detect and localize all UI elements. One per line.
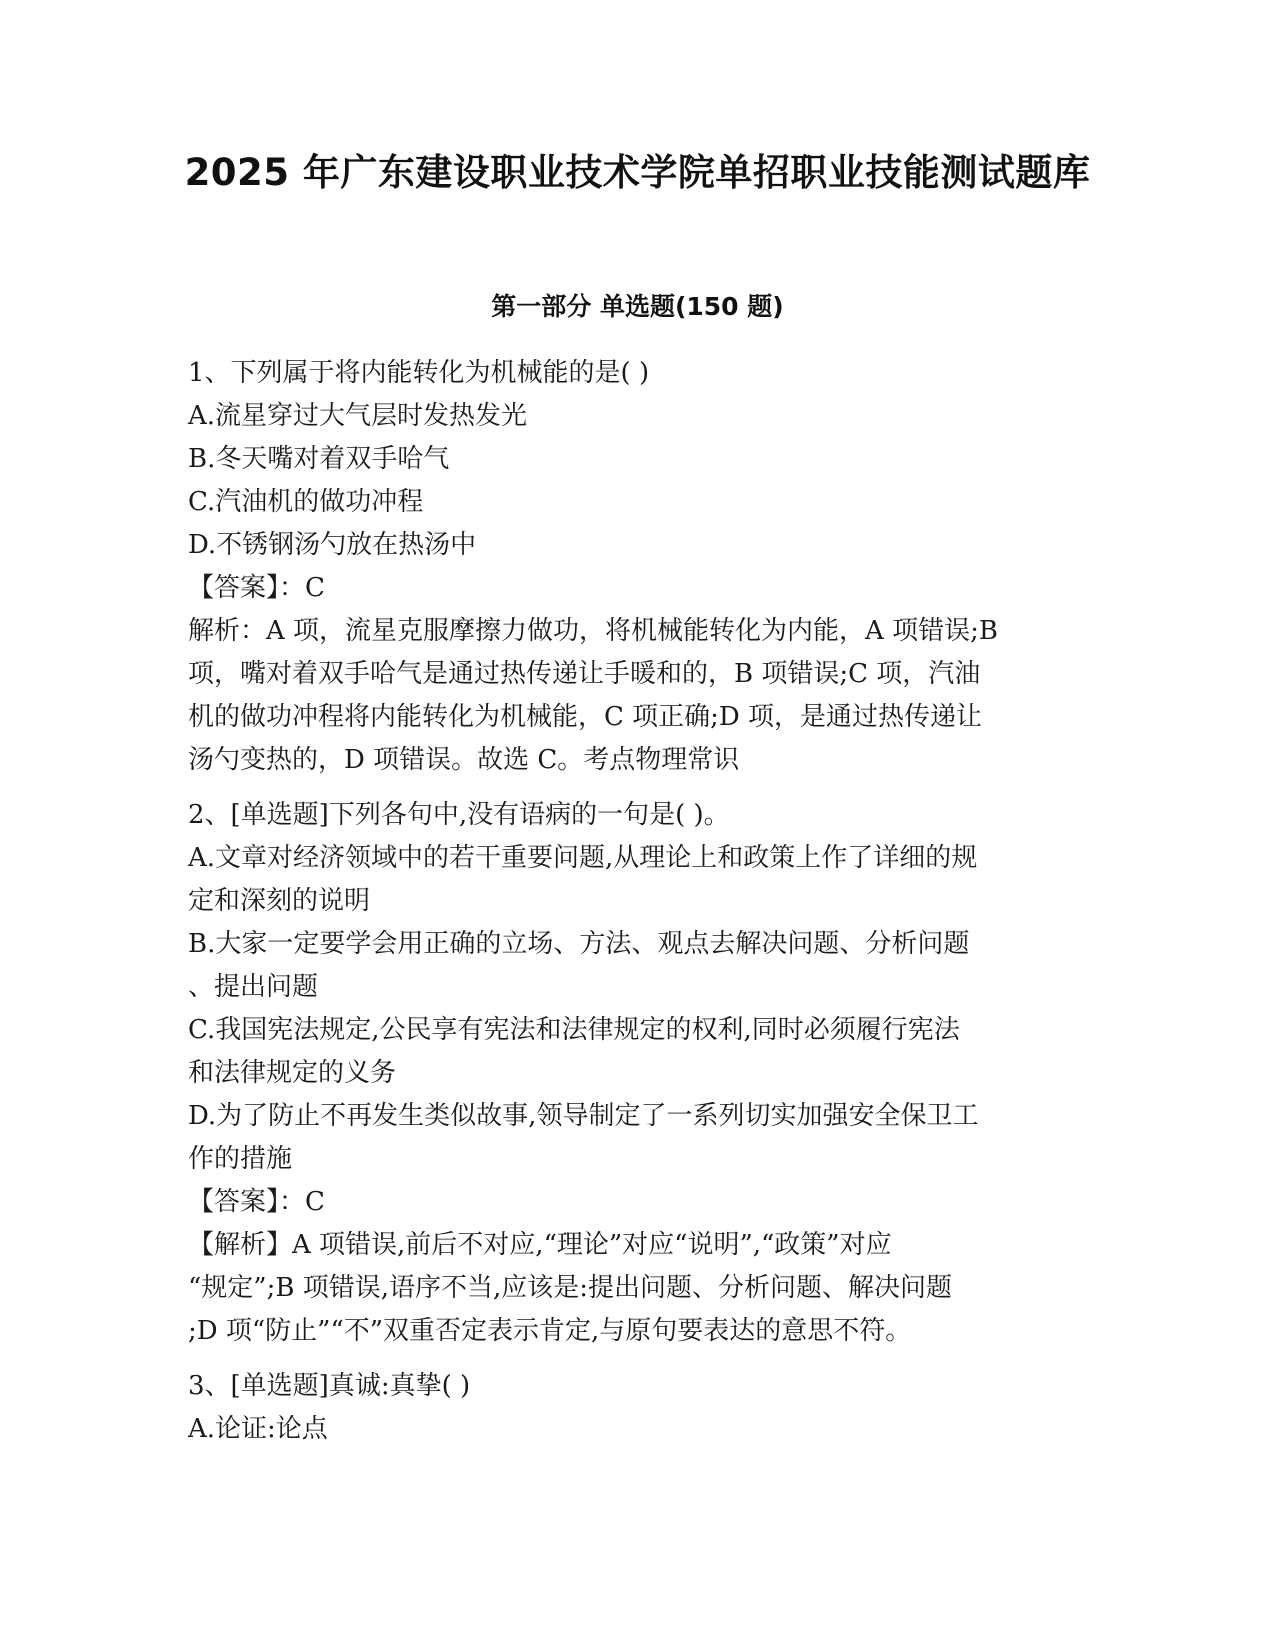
analysis-line: 汤勺变热的，D 项错误。故选 C。考点物理常识 — [188, 745, 740, 775]
option-b: B.大家一定要学会用正确的立场、方法、观点去解决问题、分析问题 — [188, 929, 970, 959]
option-b: B.冬天嘴对着双手哈气 — [188, 444, 450, 474]
analysis-line: 【解析】A 项错误,前后不对应,“理论”对应“说明”,“政策”对应 — [188, 1230, 892, 1260]
question-stem: 2、[单选题]下列各句中,没有语病的一句是( )。 — [188, 800, 730, 830]
question-1 — [188, 352, 1084, 782]
question-3 — [188, 1365, 1084, 1451]
document-title: 2025 年广东建设职业技术学院单招职业技能测试题库 — [184, 151, 1091, 194]
analysis-line: ;D 项“防止”“不”双重否定表示肯定,与原句要表达的意思不符。 — [188, 1316, 912, 1346]
option-d-continued: 作的措施 — [188, 1144, 293, 1174]
analysis-line: 解析：A 项，流星克服摩擦力做功，将机械能转化为内能，A 项错误;B — [188, 616, 998, 646]
section-title: 第一部分 单选题(150 题) — [491, 292, 784, 321]
option-a: A.论证:论点 — [188, 1414, 328, 1444]
option-c: C.汽油机的做功冲程 — [188, 487, 424, 517]
option-d: D.为了防止不再发生类似故事,领导制定了一系列切实加强安全保卫工 — [188, 1101, 979, 1131]
analysis-line: 项，嘴对着双手哈气是通过热传递让手暖和的，B 项错误;C 项，汽油 — [188, 659, 981, 689]
option-b-continued: 、提出问题 — [188, 972, 319, 1002]
option-c: C.我国宪法规定,公民享有宪法和法律规定的权利,同时必须履行宪法 — [188, 1015, 960, 1045]
option-d: D.不锈钢汤勺放在热汤中 — [188, 530, 477, 560]
question-stem: 1、下列属于将内能转化为机械能的是( ) — [188, 358, 650, 388]
option-a-continued: 定和深刻的说明 — [188, 886, 371, 916]
answer-line: 【答案】：C — [188, 1187, 325, 1217]
answer-line: 【答案】：C — [188, 573, 325, 603]
question-stem: 3、[单选题]真诚:真挚( ) — [188, 1371, 471, 1401]
option-a: A.流星穿过大气层时发热发光 — [188, 401, 528, 431]
question-list — [188, 352, 1084, 1463]
analysis-line: “规定”;B 项错误,语序不当,应该是:提出问题、分析问题、解决问题 — [188, 1273, 953, 1303]
option-c-continued: 和法律规定的义务 — [188, 1058, 397, 1088]
question-2 — [188, 794, 1084, 1353]
option-a: A.文章对经济领域中的若干重要问题,从理论上和政策上作了详细的规 — [188, 843, 978, 873]
analysis-line: 机的做功冲程将内能转化为机械能，C 项正确;D 项，是通过热传递让 — [188, 702, 983, 732]
